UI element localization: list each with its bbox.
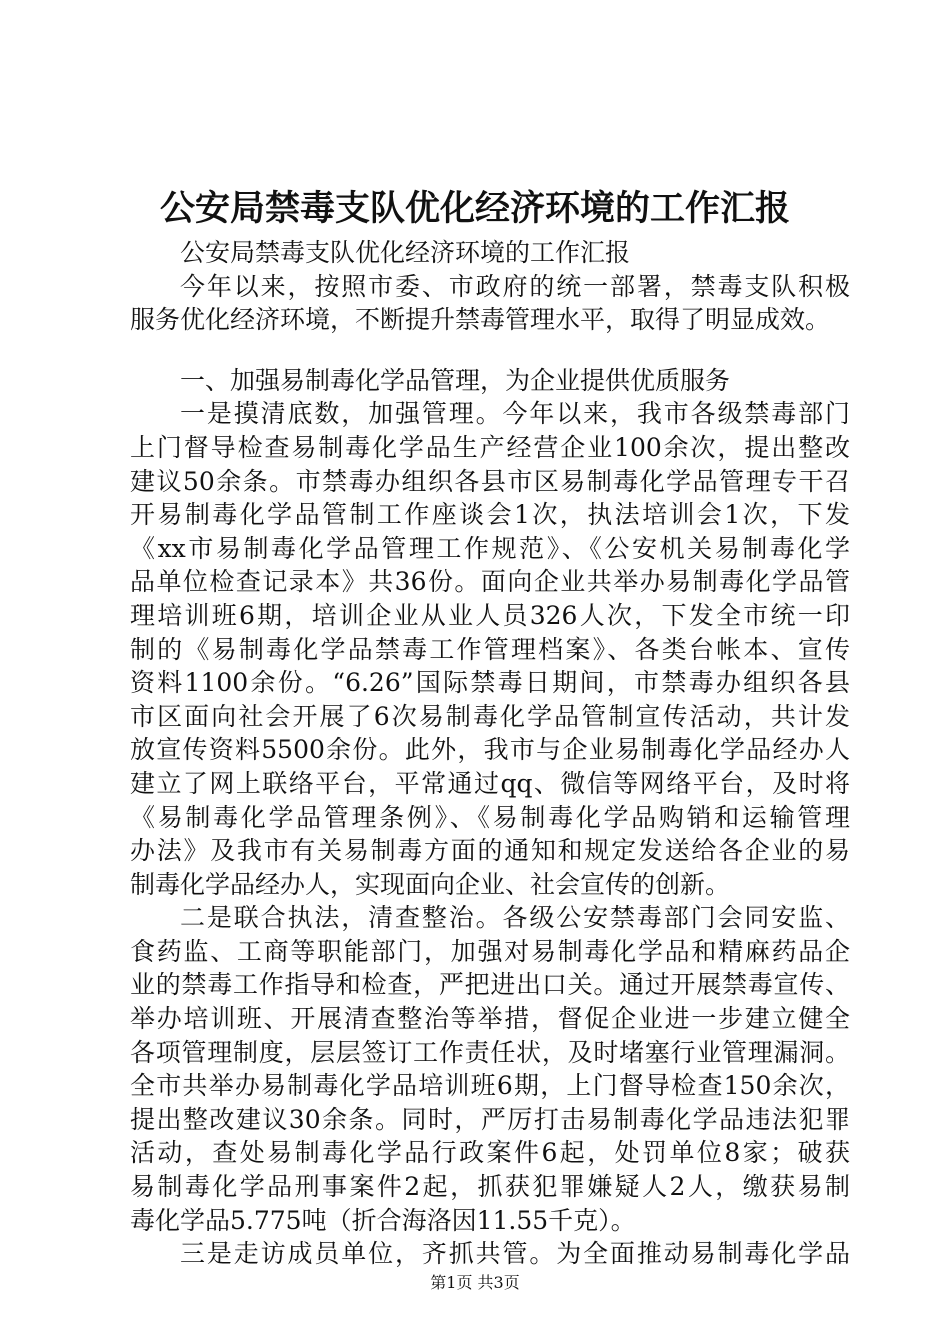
paragraph-line: 全市共举办易制毒化学品培训班6期，上门督导检查150余次，: [130, 1071, 850, 1101]
paragraph-line: 举办培训班、开展清查整治等举措，督促企业进一步建立健全: [130, 1004, 850, 1034]
paragraph-line: 制毒化学品经办人，实现面向企业、社会宣传的创新。: [130, 869, 731, 899]
subtitle-line: 公安局禁毒支队优化经济环境的工作汇报: [180, 238, 631, 267]
paragraph-line: 《易制毒化学品管理条例》、《易制毒化学品购销和运输管理: [130, 802, 850, 832]
paragraph-line: 放宣传资料5500余份。此外，我市与企业易制毒化学品经办人: [130, 735, 850, 765]
paragraph-line: 一是摸清底数，加强管理。今年以来，我市各级禁毒部门: [180, 399, 850, 429]
paragraph-line: 制的《易制毒化学品禁毒工作管理档案》、各类台帐本、宣传: [130, 634, 850, 664]
paragraph-line: 食药监、工商等职能部门，加强对易制毒化学品和精麻药品企: [130, 936, 850, 966]
paragraph-line: 上门督导检查易制毒化学品生产经营企业100余次，提出整改: [130, 432, 850, 462]
paragraph-line: 毒化学品5.775吨（折合海洛因11.55千克）。: [130, 1205, 636, 1235]
paragraph-line: 《xx市易制毒化学品管理工作规范》、《公安机关易制毒化学: [130, 533, 850, 563]
paragraph-line: 服务优化经济环境，不断提升禁毒管理水平，取得了明显成效。: [130, 305, 831, 335]
paragraph-line: 品单位检查记录本》共36份。面向企业共举办易制毒化学品管: [130, 567, 850, 597]
document-body: [130, 236, 850, 1271]
paragraph-line: 活动，查处易制毒化学品行政案件6起，处罚单位8家；破获: [130, 1138, 850, 1168]
document-title: 公安局禁毒支队优化经济环境的工作汇报: [159, 188, 790, 229]
page-number-footer: 第1页 共3页: [430, 1273, 520, 1292]
paragraph-line: 办法》及我市有关易制毒方面的通知和规定发送给各企业的易: [130, 836, 850, 866]
paragraph-line: 三是走访成员单位，齐抓共管。为全面推动易制毒化学品: [180, 1239, 850, 1269]
paragraph-line: 提出整改建议30余条。同时，严厉打击易制毒化学品违法犯罪: [130, 1104, 850, 1134]
paragraph-line: 理培训班6期，培训企业从业人员326人次，下发全市统一印: [130, 600, 850, 630]
paragraph-line: 建议50余条。市禁毒办组织各县市区易制毒化学品管理专干召: [130, 466, 850, 496]
paragraph-line: 易制毒化学品刑事案件2起，抓获犯罪嫌疑人2人，缴获易制: [130, 1172, 850, 1202]
section-heading: 一、加强易制毒化学品管理，为企业提供优质服务: [180, 365, 731, 395]
paragraph-line: 开易制毒化学品管制工作座谈会1次，执法培训会1次，下发: [130, 500, 850, 530]
paragraph-line: 二是联合执法，清查整治。各级公安禁毒部门会同安监、: [180, 903, 850, 933]
paragraph-line: 市区面向社会开展了6次易制毒化学品管制宣传活动，共计发: [130, 701, 850, 731]
paragraph-line: 今年以来，按照市委、市政府的统一部署，禁毒支队积极: [180, 271, 850, 301]
paragraph-line: 业的禁毒工作指导和检查，严把进出口关。通过开展禁毒宣传、: [130, 970, 850, 1000]
paragraph-line: 建立了网上联络平台，平常通过qq、微信等网络平台，及时将: [130, 768, 850, 798]
paragraph-line: 资料1100余份。“6.26”国际禁毒日期间，市禁毒办组织各县: [130, 668, 850, 698]
paragraph-line: 各项管理制度，层层签订工作责任状，及时堵塞行业管理漏洞。: [130, 1037, 850, 1067]
